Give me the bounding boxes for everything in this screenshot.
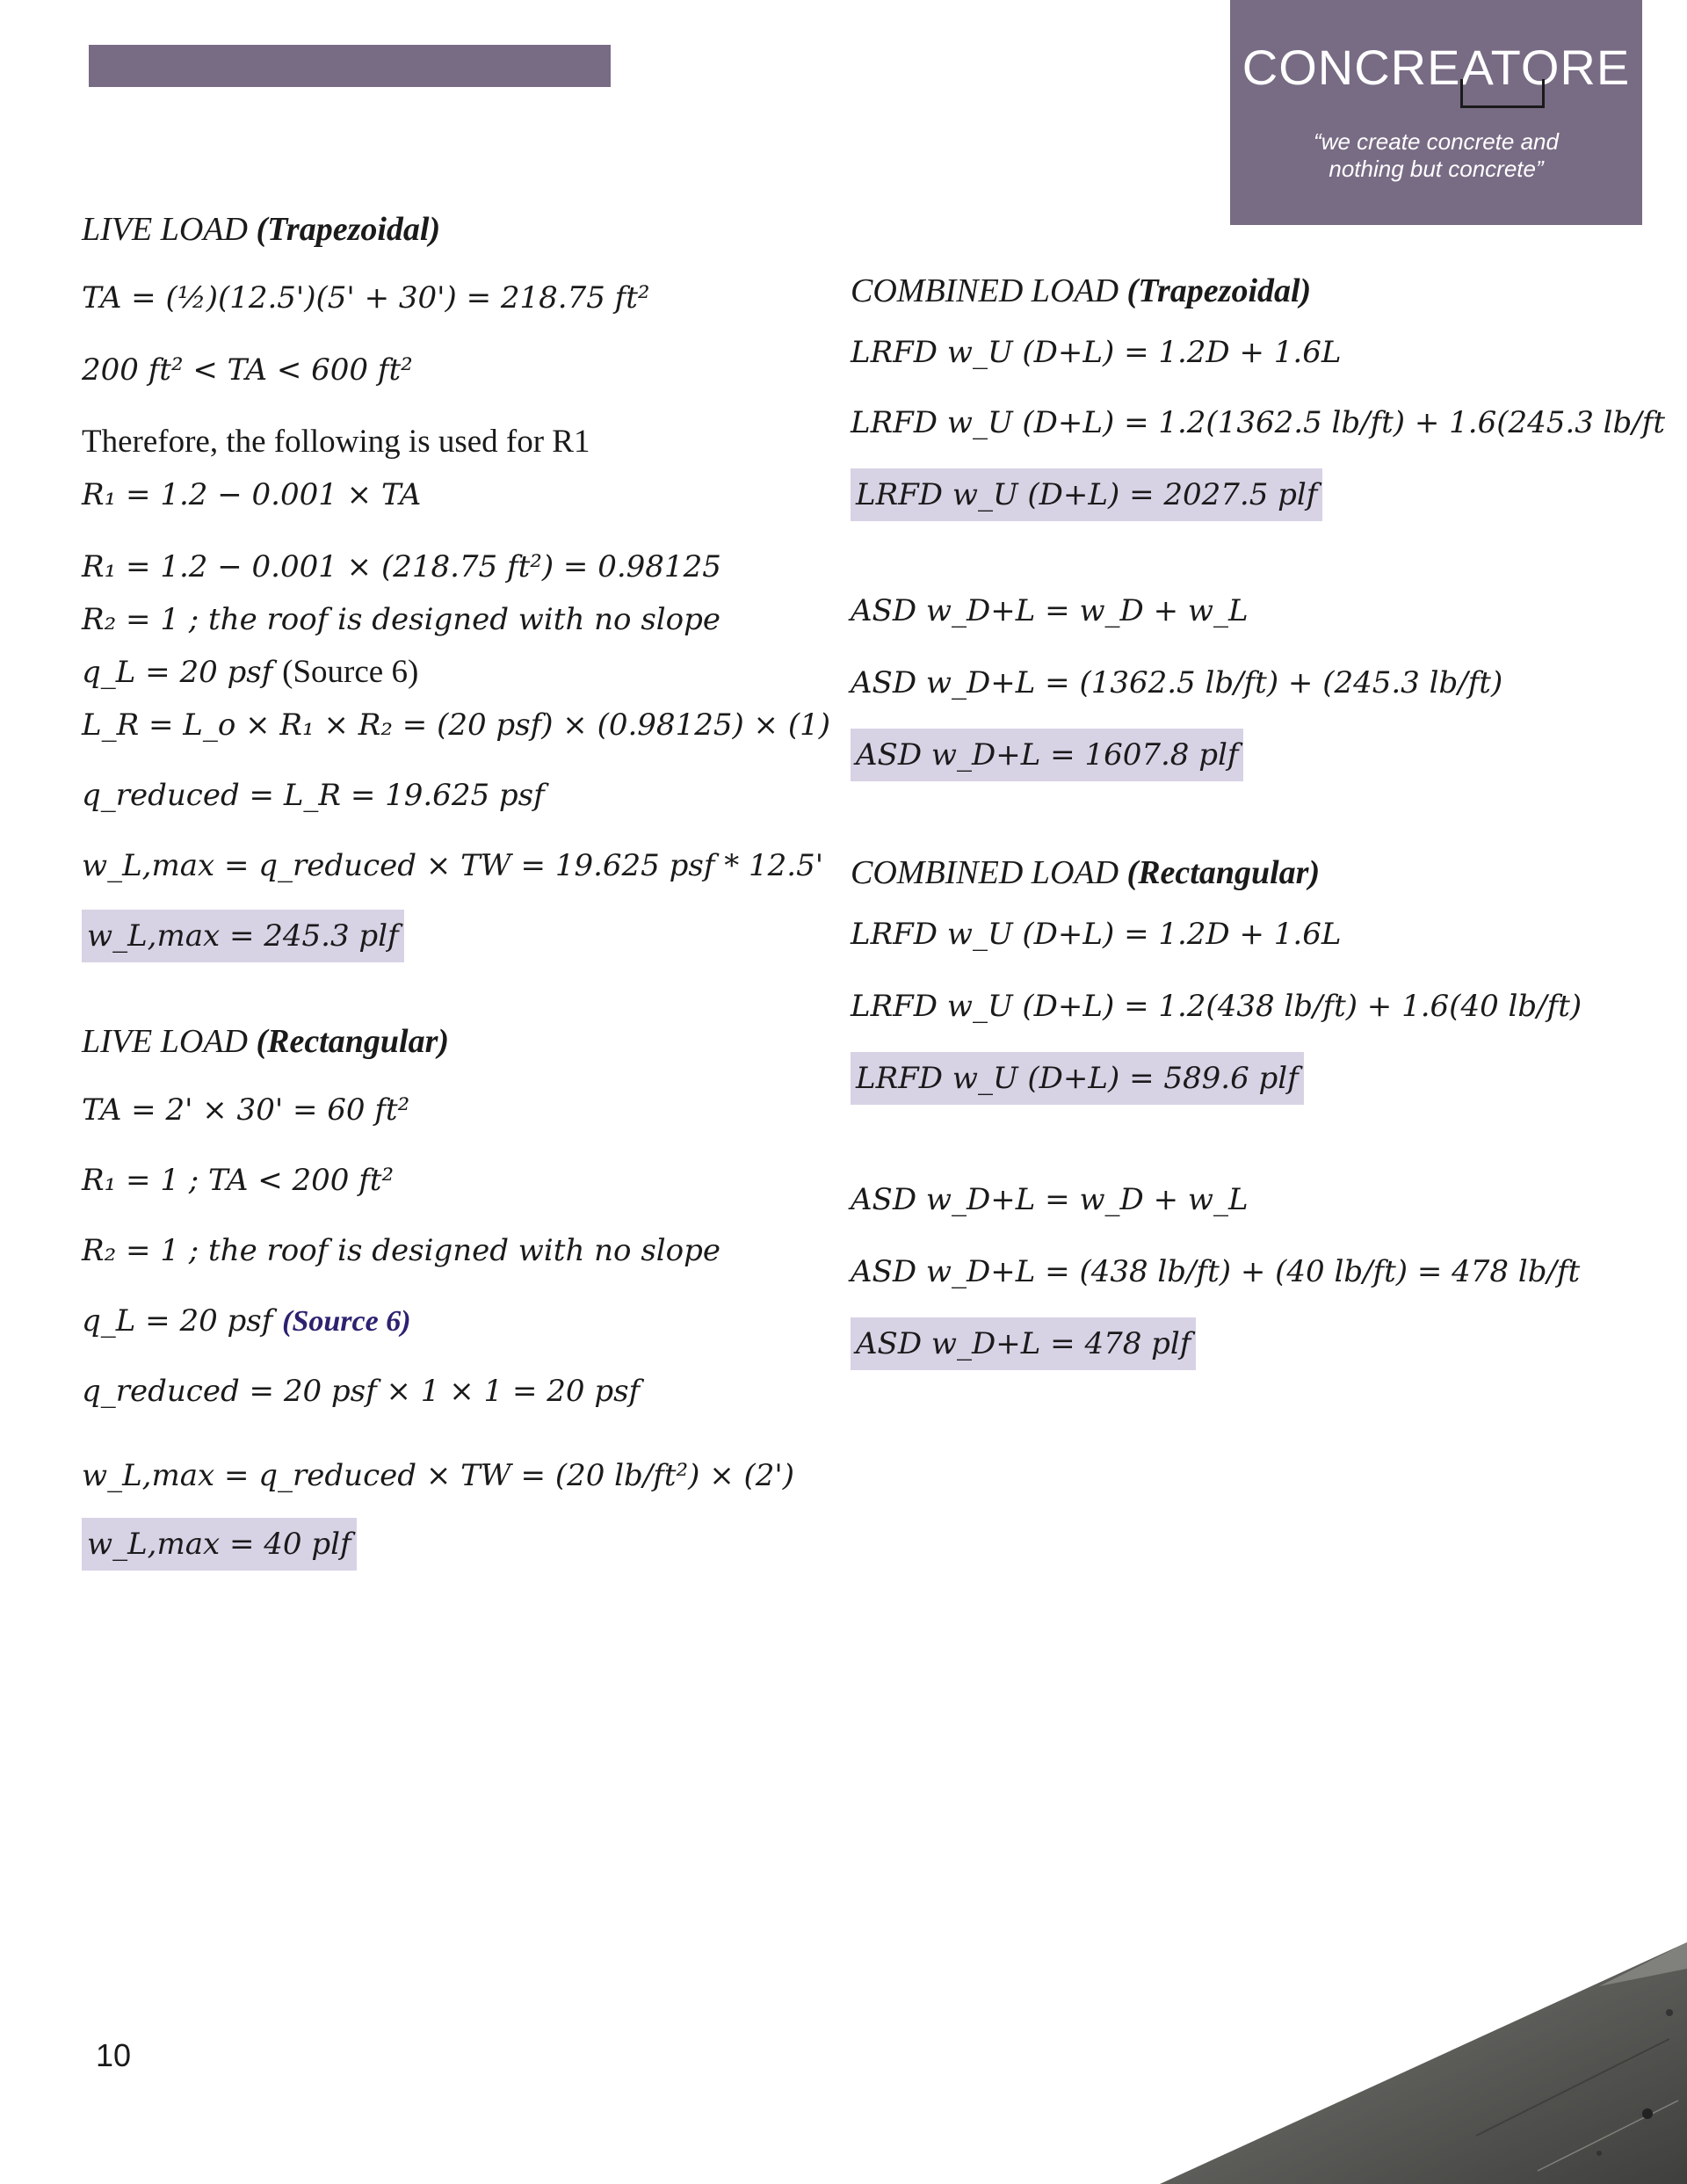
source-6-link[interactable]: (Source 6) — [282, 1305, 411, 1338]
equation-ql-rect — [82, 1295, 837, 1347]
equation-r1-formula: R₁ = 1.2 − 0.001 × TA — [82, 477, 422, 512]
result-wl-max-trapezoidal — [82, 910, 837, 962]
equation-area-range: 200 ft² < TA < 600 ft² — [82, 352, 413, 388]
brand-tagline — [1230, 128, 1642, 183]
header-accent-bar — [89, 45, 611, 87]
lrfd-formula-trap: LRFD w_U (D+L) = 1.2D + 1.6L — [851, 335, 1342, 370]
left-column — [82, 207, 837, 1571]
equation-q-reduced-rect: q_reduced = 20 psf × 1 × 1 = 20 psf — [82, 1374, 641, 1409]
lrfd-substitution-trap: LRFD w_U (D+L) = 1.2(1362.5 lb/ft) + 1.6(245.3 lb/ft — [851, 405, 1665, 440]
equation-r2: R₂ = 1 ; the roof is designed with no slope — [82, 602, 720, 637]
asd-formula-rect: ASD w_D+L = w_D + w_L — [851, 1182, 1249, 1217]
equation-tributary-area-rect: TA = 2' × 30' = 60 ft² — [82, 1092, 410, 1128]
live-load-trapezoidal-heading: LIVE LOAD (Trapezoidal) — [82, 211, 441, 248]
result-wl-max-rectangular — [82, 1518, 837, 1571]
result-highlight: LRFD w_U (D+L) = 2027.5 plf — [851, 468, 1322, 521]
lrfd-result-trap — [851, 468, 1676, 521]
asd-formula-trap: ASD w_D+L = w_D + w_L — [851, 593, 1249, 628]
result-highlight: LRFD w_U (D+L) = 589.6 plf — [851, 1052, 1304, 1105]
equation-ql-text: q_L = 20 psf — [82, 655, 273, 690]
brand-name-text: CONCREATORE — [1242, 40, 1631, 95]
lrfd-formula-rect: LRFD w_U (D+L) = 1.2D + 1.6L — [851, 917, 1342, 952]
equation-tributary-area: TA = (½)(12.5')(5' + 30') = 218.75 ft² — [82, 280, 650, 316]
asd-result-trap — [851, 729, 1676, 781]
text-r1-note: Therefore, the following is used for R1 — [82, 424, 590, 460]
equation-q-reduced: q_reduced = L_R = 19.625 psf — [82, 778, 545, 813]
result-highlight: w_L,max = 245.3 plf — [82, 910, 404, 962]
lrfd-result-rect — [851, 1052, 1676, 1105]
equation-r1-rect: R₁ = 1 ; TA < 200 ft² — [82, 1163, 395, 1198]
brand-tagline-line1: “we create concrete and — [1314, 128, 1559, 155]
equation-ql — [82, 646, 837, 699]
brand-bracket-icon — [1460, 79, 1545, 108]
live-load-rectangular-heading: LIVE LOAD (Rectangular) — [82, 1023, 450, 1060]
equation-r1-value: R₁ = 1.2 − 0.001 × (218.75 ft²) = 0.98125 — [82, 549, 721, 584]
result-highlight: w_L,max = 40 plf — [82, 1518, 357, 1571]
equation-ql-rect-text: q_L = 20 psf — [82, 1303, 273, 1339]
asd-substitution-trap: ASD w_D+L = (1362.5 lb/ft) + (245.3 lb/ft) — [851, 665, 1503, 700]
right-column — [851, 268, 1676, 1370]
combined-load-trapezoidal-heading: COMBINED LOAD (Trapezoidal) — [851, 272, 1312, 309]
result-highlight: ASD w_D+L = 1607.8 plf — [851, 729, 1243, 781]
concrete-corner-decoration — [1142, 1934, 1687, 2184]
asd-result-rect — [851, 1317, 1676, 1370]
brand-tagline-line2: nothing but concrete” — [1329, 156, 1544, 182]
combined-load-rectangular-heading: COMBINED LOAD (Rectangular) — [851, 854, 1321, 891]
asd-substitution-rect: ASD w_D+L = (438 lb/ft) + (40 lb/ft) = 478 lb/ft — [851, 1254, 1581, 1289]
brand-logo-box — [1230, 0, 1642, 225]
equation-wl-max: w_L,max = q_reduced × TW = 19.625 psf * 12.5' — [82, 848, 824, 883]
lrfd-substitution-rect: LRFD w_U (D+L) = 1.2(438 lb/ft) + 1.6(40 lb/ft) — [851, 989, 1582, 1024]
result-highlight: ASD w_D+L = 478 plf — [851, 1317, 1196, 1370]
equation-wl-max-rect: w_L,max = q_reduced × TW = (20 lb/ft²) × (2') — [82, 1458, 795, 1493]
source-reference: (Source 6) — [282, 654, 419, 690]
page-number: 10 — [96, 2037, 132, 2073]
brand-name — [1230, 39, 1642, 96]
equation-r2-rect: R₂ = 1 ; the roof is designed with no slope — [82, 1233, 720, 1268]
equation-lr: L_R = L_o × R₁ × R₂ = (20 psf) × (0.98125) × (1) — [82, 707, 830, 743]
